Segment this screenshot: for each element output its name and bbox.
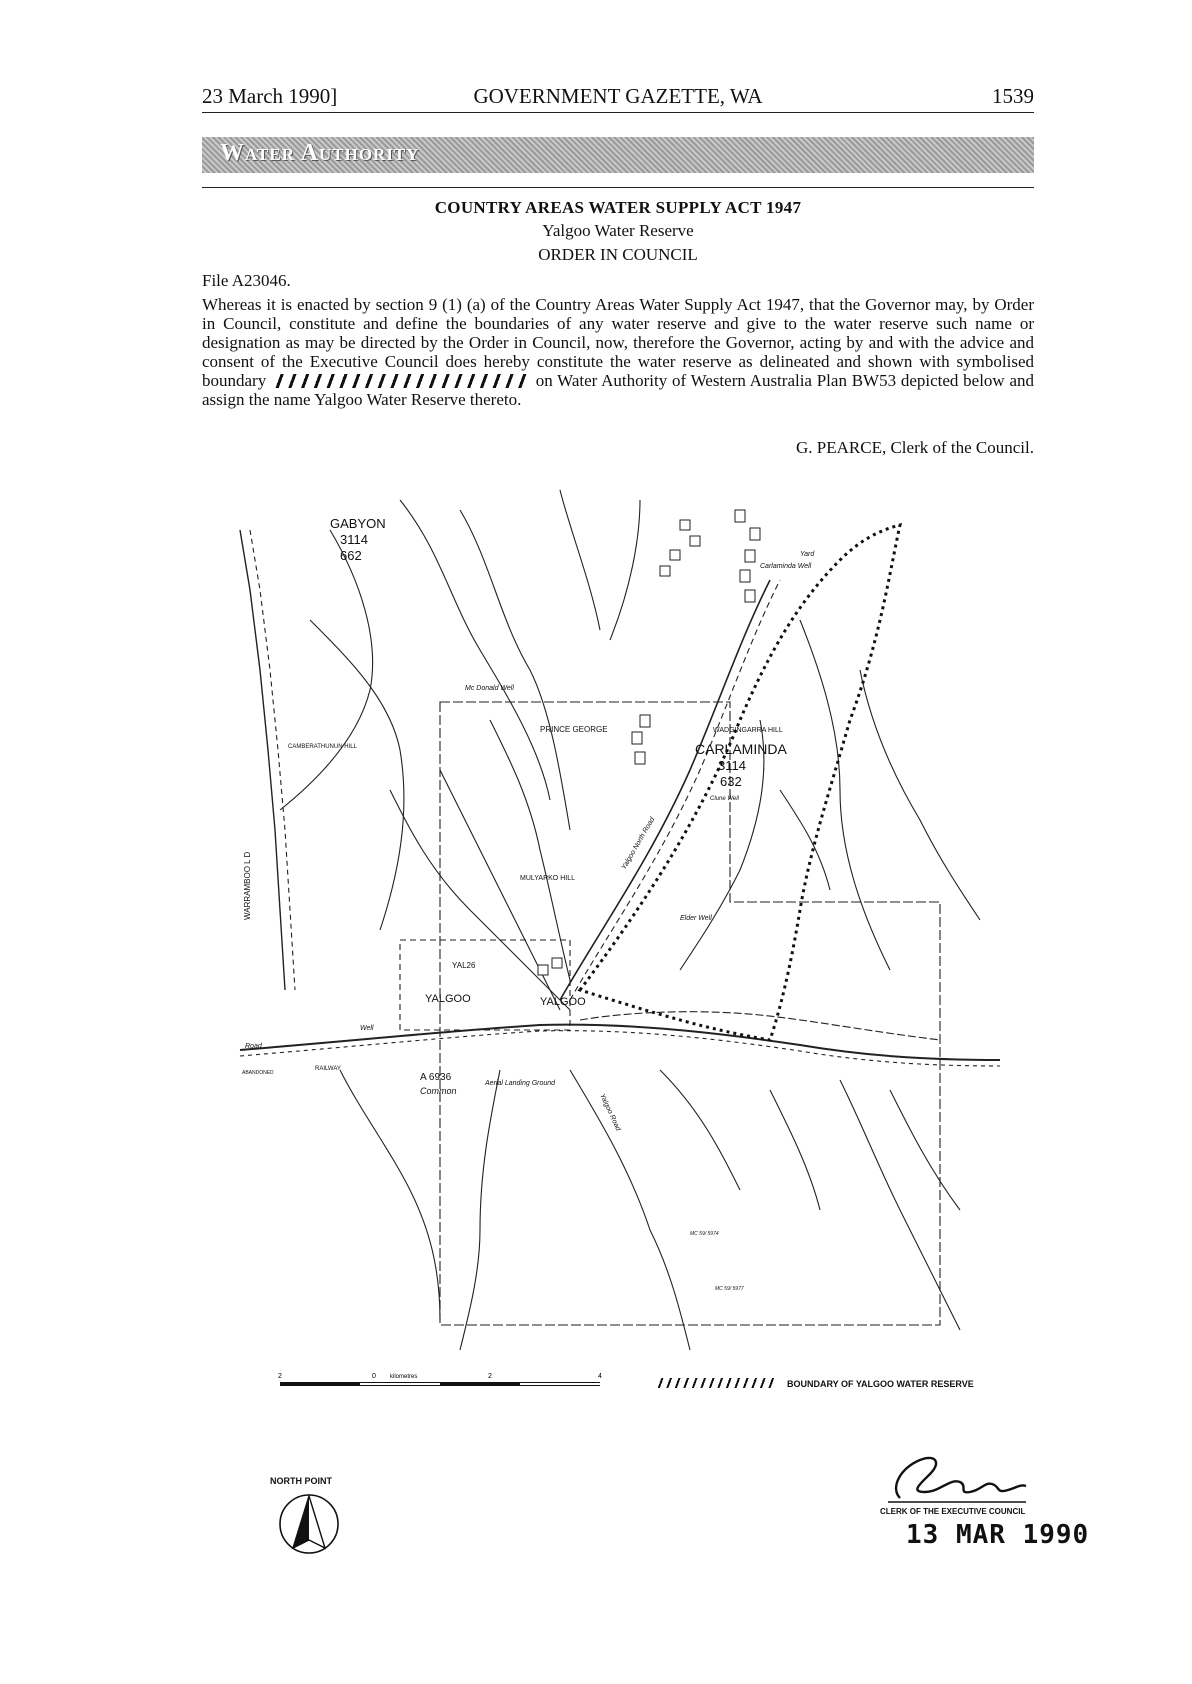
map-label-clune-well: Clune Well (710, 796, 739, 802)
section-banner (202, 137, 1034, 173)
map-label-mc-b: MC 59/ 5977 (715, 1286, 744, 1292)
railway-line (240, 1025, 1000, 1060)
page-header (202, 84, 1034, 114)
map-label-road: Road (245, 1043, 262, 1050)
map-label-wadgingarra: WADGINGARRA HILL (713, 727, 783, 734)
north-arrow-icon (277, 1492, 341, 1556)
map-label-prince-george: PRINCE GEORGE (540, 725, 608, 734)
scale-tick-3: 4 (598, 1373, 602, 1380)
map-label-yalgoo-town: YALGOO (540, 996, 586, 1008)
date-stamp: 13 MAR 1990 (906, 1520, 1090, 1550)
map-label-railway: RAILWAY (315, 1066, 341, 1072)
map-label-well: Well (360, 1025, 374, 1032)
map-label-mcdonald-well: Mc Donald Well (465, 685, 514, 692)
reserve-name: Yalgoo Water Reserve (542, 221, 694, 240)
north-point-label: NORTH POINT (270, 1476, 332, 1486)
map-label-yal26: YAL26 (452, 961, 476, 970)
map-legend (655, 1378, 974, 1389)
scale-tick-2: 2 (488, 1373, 492, 1380)
legend-label: BOUNDARY OF YALGOO WATER RESERVE (787, 1379, 974, 1389)
section-banner-label: Water Authority (220, 140, 420, 166)
page-number: 1539 (992, 84, 1034, 108)
map-label-warramboo: WARRAMBOO L D (243, 851, 252, 920)
file-reference: File A23046. (202, 271, 291, 290)
map-label-mc-a: MC 59/ 5974 (690, 1231, 719, 1237)
map-label-yalgoo-north-road: Yalgoo North Road (620, 816, 657, 871)
map-label-yalgoo-west: YALGOO (425, 993, 471, 1005)
clerk-signature-icon (880, 1448, 1030, 1508)
reserve-map (240, 470, 1000, 1360)
order-title: ORDER IN COUNCIL (538, 245, 698, 264)
map-label-gabyon: GABYON (330, 516, 386, 531)
notice-body-part1: Whereas it is enacted by section 9 (1) (a) of the Country Areas Water Supply Act 1947, that the Governor may, by Order in Council, constitute and define the boundaries of any water reserve and give to the water reserve such name or designation as may be directed by the Order in Council, now, therefore the Governor, acting by and with the advice and consent of the Executive Council does hereby constitute the water reserve as delineated and shown with symbolised boundary (202, 295, 1034, 390)
map-label-gabyon-n1: 3114 (340, 532, 368, 547)
act-title: COUNTRY AREAS WATER SUPPLY ACT 1947 (434, 198, 802, 217)
map-label-abandoned: ABANDONED (242, 1070, 274, 1076)
boundary-symbol (271, 374, 531, 388)
scale-tick-1: 0 (372, 1373, 376, 1380)
map-label-common-a: A 6936 (420, 1072, 452, 1083)
map-label-yalgoo-rd: Yalgoo Road (598, 1092, 622, 1133)
banner-rule (202, 187, 1034, 188)
map-label-carlaminda-n1: 3114 (718, 758, 746, 773)
header-title: GOVERNMENT GAZETTE, WA (473, 84, 763, 108)
map-label-carlaminda-well: Carlaminda Well (760, 563, 812, 570)
map-label-mulyarko: MULYARKO HILL (520, 875, 575, 882)
legend-symbol (655, 1378, 775, 1388)
map-label-yard: Yard (800, 551, 815, 558)
clerk-signature-line: G. PEARCE, Clerk of the Council. (796, 438, 1034, 457)
map-label-aerial: Aerial Landing Ground (485, 1080, 556, 1087)
map-label-carlaminda-n2: 632 (720, 774, 742, 789)
scale-label: kilometres (390, 1374, 418, 1380)
map-label-elder-well: Elder Well (680, 915, 712, 922)
notice-body (202, 295, 1034, 409)
header-rule (202, 112, 1034, 113)
scale-tick-0: 2 (278, 1373, 282, 1380)
header-date: 23 March 1990] (202, 84, 338, 108)
clerk-label: CLERK OF THE EXECUTIVE COUNCIL (880, 1507, 1026, 1516)
yalgoo-north-road (560, 580, 770, 1000)
notice-body-part2: on Water Authority of Western Australia Plan BW53 depicted below and assign the name Yalgoo Water Reserve thereto. (202, 371, 1034, 409)
map-label-common-b: Common (420, 1086, 457, 1096)
scale-bar (280, 1366, 610, 1394)
map-label-carlaminda: CARLAMINDA (695, 741, 787, 757)
map-label-gabyon-n2: 662 (340, 548, 362, 563)
map-label-camberathunun: CAMBERATHUNUN HILL (288, 744, 357, 750)
